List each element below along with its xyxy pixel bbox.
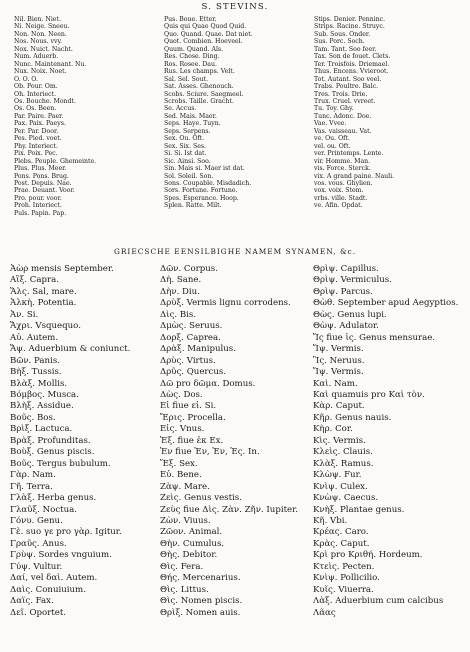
greek-entry: Θρὶψ. Parcus. <box>313 286 373 297</box>
greek-entry: Ἐν fiue Ἐν, Ἐν, Ἐς. In. <box>160 447 260 458</box>
greek-entry: Δρὰξ. Manipulus. <box>160 344 236 355</box>
word-entry: Tot. Autant. Soo veel. <box>314 75 382 83</box>
greek-entry: Κλὰξ. Ramus. <box>313 458 374 469</box>
word-entry: Sic. Ainsi. Soo. <box>164 157 211 165</box>
section-title: GRIECSCHE EENSILBIGHE NAMEM SYNAMEN, &c. <box>113 247 357 256</box>
greek-entry: Αὖ. Autem. <box>10 332 59 343</box>
word-entry: Spes. Esperance. Hoop. <box>164 194 239 202</box>
word-entry: Trabs. Poultre. Balc. <box>314 83 379 91</box>
word-entry: Per. Par. Door. <box>14 127 59 135</box>
greek-entry: Ἀλκὴ. Potentia. <box>10 298 77 309</box>
word-entry: Nil. Bien. Niet. <box>14 16 61 23</box>
word-entry: Oh. Interiect. <box>14 90 57 98</box>
word-entry: Tam. Tant. Soo feer. <box>314 45 377 53</box>
running-header: S. STEVINS. <box>201 2 269 12</box>
greek-entry: Εὖ. Bene. <box>160 470 202 481</box>
word-entry: Res. Chose. Ding. <box>164 53 220 61</box>
word-entry: Tax. Son de fouet. Clets. <box>314 53 391 61</box>
greek-entry: Κλεὶς. Clauis. <box>313 447 373 458</box>
word-entry: Splen. Ratte. Milt. <box>164 202 222 210</box>
word-entry: Sors. Fortune. Fortune. <box>164 187 238 195</box>
greek-entry: Δεῖ. Oportet. <box>10 607 67 618</box>
greek-entry: Λᾶας <box>313 607 336 618</box>
monosyllable-word-list <box>14 16 462 242</box>
word-column-2 <box>164 16 314 210</box>
word-entry: Pix. Poix. Pec. <box>14 150 58 158</box>
word-entry: vos. vous. Ghylien. <box>314 179 373 187</box>
greek-entry: Κρὶ pro Κριθή. Hordeum. <box>313 550 423 561</box>
word-entry: Nos. Nous. vvy. <box>14 38 63 46</box>
word-entry: Pro. pour. voor. <box>14 194 62 202</box>
greek-entry: Θὼς. Genus lupi. <box>313 309 387 320</box>
word-entry: Rus. Les champs. Velt. <box>164 68 235 76</box>
word-entry: Tres. Trois. Drie. <box>314 90 368 98</box>
greek-entry: Ἕξ. Sex. <box>160 458 198 469</box>
greek-entry: Κλὼψ. Fur. <box>313 470 362 481</box>
word-entry: Seps. Haye. Tuyn. <box>164 120 221 128</box>
greek-entry: Καὶ. Nam. <box>313 378 358 389</box>
greek-entry: Ζὰψ. Mare. <box>160 481 210 492</box>
greek-entry: Βοὺξ. Genus piscis. <box>10 447 95 458</box>
greek-entry: Κνὴξ. Plantae genus. <box>313 504 405 515</box>
greek-entry: Βοῦς. Bos. <box>10 412 56 423</box>
word-entry: Sex. Ou. Oft. <box>164 135 205 143</box>
greek-entry: Κνὶψ. Pollicilio. <box>313 573 380 584</box>
greek-entry: Γραῦς. Anus. <box>10 538 67 549</box>
greek-entry: Ἔρις. Procella. <box>160 412 226 423</box>
word-entry: Ni. Neige. Sneeu. <box>14 23 70 31</box>
word-entry: Strips. Racine. Struyc. <box>314 23 385 31</box>
greek-column-3 <box>313 264 465 619</box>
greek-entry: Κρέας. Caro. <box>313 527 369 538</box>
word-entry: Sin. Mais si. Maer ist dat. <box>164 165 245 173</box>
greek-entry: Ζεὺς fiue Δὶς. Ζὰν. Ζῆν. Iupiter. <box>160 504 299 515</box>
word-entry: Stips. Denier. Penninc. <box>314 16 386 23</box>
greek-entry: Γὲ. suo γε pro γὰρ. Igitur. <box>10 527 122 538</box>
greek-entry: Ἄψ. Aduerbium & coniunct. <box>10 344 131 355</box>
greek-entry: Δὼς. Dos. <box>160 389 203 400</box>
word-column-3 <box>314 16 462 210</box>
greek-entry: Δαί, vel δαὶ. Autem. <box>10 573 98 584</box>
greek-entry: Ἅλς. Sal, mare. <box>10 286 77 297</box>
greek-entry: Θὶς. Nomen piscis. <box>160 596 243 607</box>
word-entry: O. O. O. <box>14 75 38 83</box>
greek-entry: Κτεὶς. Pecten. <box>313 561 375 572</box>
greek-entry: Κνὼψ. Caecus. <box>313 493 379 504</box>
greek-entry: Εἰ fiue εἰ. Si. <box>160 401 217 412</box>
greek-entry: Δορξ. Caprea. <box>160 332 221 343</box>
greek-entry: Δμὼς. Seruus. <box>160 321 223 332</box>
word-entry: Sol. Soleil. Son. <box>164 172 214 180</box>
greek-entry: Γλαῦξ. Noctua. <box>10 504 77 515</box>
greek-entry: Θρὶψ. Vermiculus. <box>313 275 392 286</box>
greek-entry: Δρῦς. Quercus. <box>160 367 227 378</box>
greek-entry: Βόμβος. Musca. <box>10 389 79 400</box>
greek-entry: Ἴψ. Vermis. <box>313 367 364 378</box>
greek-entry: Ἄχρι. Vsquequo. <box>10 321 81 332</box>
greek-entry: Γύψ. Vultur. <box>10 561 63 572</box>
word-entry: vox. voix. Stem. <box>314 187 364 195</box>
word-entry: Seps. Serpens. <box>164 127 211 135</box>
greek-entry: Γλὰξ. Herba genus. <box>10 493 97 504</box>
greek-entry: Κῆρ. Genus nauis. <box>313 412 392 423</box>
word-entry: Pus. Boue. Etter. <box>164 16 217 23</box>
greek-entry: Δρὺς. Virtus. <box>160 355 216 366</box>
word-entry: Quo. Quand. Quae. Dat niet. <box>164 30 253 38</box>
greek-entry: Κὴρ. Cor. <box>313 424 353 435</box>
word-entry: Os. Bouche. Mondt. <box>14 97 76 105</box>
word-entry: Thus. Encens. Vvieroot. <box>314 68 389 76</box>
greek-entry: Καὶ quamuis pro Καὶ τὸν. <box>313 389 425 400</box>
word-entry: Plus. Plus. Meer. <box>14 165 67 173</box>
greek-entry: Κνὶψ. Culex. <box>313 481 368 492</box>
greek-entry: Βοῦς. Tergus bubulum. <box>10 458 111 469</box>
word-entry: Scrobs. Taille. Gracht. <box>164 97 234 105</box>
word-entry: Pax. Paix. Paeys. <box>14 120 66 128</box>
greek-entry: Ἐξ. fiue ἐκ Ex. <box>160 435 224 446</box>
word-entry: ver. Printemps. Lente. <box>314 150 384 158</box>
greek-entry: Βὴξ. Tussis. <box>10 367 62 378</box>
greek-entry: Αἲξ. Capra. <box>10 275 59 286</box>
greek-entry: Θὴν. Cumulus. <box>160 538 225 549</box>
greek-entry: Θρὶξ. Nomen auis. <box>160 607 241 618</box>
word-entry: Si. Si. Ist dat. <box>164 150 207 158</box>
word-entry: Ter. Troisfois. Driemael. <box>314 60 390 68</box>
word-entry: Num. Aduerb. <box>14 53 59 61</box>
greek-entry: Θὼθ. September apud Aegyptios. <box>313 298 459 309</box>
word-entry: Sal. Sel. Sout. <box>164 75 209 83</box>
greek-entry: Θής. Mercenarius. <box>160 573 241 584</box>
word-entry: Tunc. Adonc. Doe. <box>314 112 372 120</box>
greek-entry: Θὶς. Fera. <box>160 561 204 572</box>
word-entry: Sons. Coupable. Misdadich. <box>164 179 252 187</box>
greek-entry: Βλὰξ. Mollis. <box>10 378 68 389</box>
word-column-1 <box>14 16 164 217</box>
word-entry: Quot. Combien. Hoeveel. <box>164 38 243 46</box>
greek-entry: Γὰρ. Nam. <box>10 470 56 481</box>
word-entry: Ros. Rosee. Dau. <box>164 60 217 68</box>
greek-entry: Γόνυ. Genu. <box>10 515 63 526</box>
greek-entry: Ἲς. Neruus. <box>313 355 365 366</box>
greek-column-2 <box>160 264 310 619</box>
greek-entry: Δαΐς. Fax. <box>10 596 54 607</box>
greek-entry: Δὴ. Sane. <box>160 275 202 286</box>
word-entry: Quum. Quand. Als. <box>164 45 224 53</box>
greek-entry: Δῶ pro δῶμα. Domus. <box>160 378 256 389</box>
word-entry: vir. Homme. Man. <box>314 157 371 165</box>
word-entry: Pes. Pied. voet. <box>14 135 62 143</box>
word-entry: Sub. Sous. Onder. <box>314 30 371 38</box>
greek-entry: Βῶν. Panis. <box>10 355 60 366</box>
greek-entry: Ζεὶς. Genus vestis. <box>160 493 242 504</box>
word-entry: Scobs. Sciure. Saegmeel. <box>164 90 244 98</box>
word-entry: Phy. Interiect. <box>14 142 58 150</box>
greek-entry: Ζῶον. Animal. <box>160 527 223 538</box>
greek-entry: Θὼψ. Adulator. <box>313 321 379 332</box>
word-entry: Puls. Papin. Pap. <box>14 209 67 217</box>
greek-word-list <box>10 264 465 648</box>
greek-entry: Γῆ. Terra. <box>10 481 53 492</box>
greek-entry: Ζὼν. Viuus. <box>160 515 211 526</box>
greek-entry: Ἀν. Si. <box>10 309 39 320</box>
word-entry: Sat. Asses. Ghenouch. <box>164 83 234 91</box>
word-entry: vrbs. ville. Stadt. <box>314 194 368 202</box>
greek-entry: Λὰξ. Aduerbium cum calcibus <box>313 596 444 607</box>
word-entry: Par. Paire. Paer. <box>14 112 64 120</box>
greek-entry: Κὶς. Vermis. <box>313 435 366 446</box>
word-entry: vis. Force. Sterck. <box>314 165 371 173</box>
greek-entry: Κῆ. Vbi. <box>313 515 348 526</box>
word-entry: Sed. Mais. Maer. <box>164 112 217 120</box>
greek-entry: Θὴς. Debitor. <box>160 550 218 561</box>
greek-column-1 <box>10 264 160 619</box>
greek-entry: Βρὰξ. Profunditas. <box>10 435 91 446</box>
greek-entry: Κὰρ. Caput. <box>313 401 365 412</box>
word-entry: Vae. Vvee. <box>314 120 347 128</box>
greek-entry: Ἴς fiue ἶς. Genus mensurae. <box>313 332 436 343</box>
greek-entry: Βλὴξ. Assidue. <box>10 401 74 412</box>
word-entry: Sus. Porc. Soch. <box>314 38 365 46</box>
word-entry: ve. Ou. Oft. <box>314 135 350 143</box>
greek-entry: Κρὰς. Caput. <box>313 538 370 549</box>
greek-entry: Ἀὼρ mensis September. <box>10 264 114 274</box>
word-entry: Pons. Pons. Brug. <box>14 172 69 180</box>
greek-entry: Κυῖς. Viuerra. <box>313 584 374 595</box>
greek-entry: Θὶς. Littus. <box>160 584 209 595</box>
word-entry: vix. A grand paine. Nauli. <box>314 172 395 180</box>
word-entry: Nux. Noix. Noet. <box>14 68 67 76</box>
word-entry: Vas. vaisseau. Vat. <box>314 127 372 135</box>
greek-entry: Δρὺξ. Vermis lignu corrodens. <box>160 298 291 309</box>
word-entry: Tu. Toy. Ghy. <box>314 105 354 113</box>
greek-entry: Εἷς. Vnus. <box>160 424 205 435</box>
word-entry: Prae. Deuant. Voor. <box>14 187 75 195</box>
word-entry: Trux. Cruel. vvreet. <box>314 97 376 105</box>
word-entry: Non. Non. Neen. <box>14 30 67 38</box>
word-entry: Plebs. Peuple. Ghemeinte. <box>14 157 97 165</box>
greek-entry: Δαὶς. Conuiuium. <box>10 584 86 595</box>
word-entry: vel. ou. Oft. <box>314 142 351 150</box>
greek-entry: Βρὶξ. Lactuca. <box>10 424 73 435</box>
greek-entry: Δῶν. Corpus. <box>160 264 218 274</box>
word-entry: Post. Depuis. Nae. <box>14 179 72 187</box>
word-entry: Proh. Interiect. <box>14 202 62 210</box>
word-entry: Se. Accus. <box>164 105 197 113</box>
word-entry: Os. Os. Been. <box>14 105 57 113</box>
greek-entry: Ἴψ. Vermis. <box>313 344 364 355</box>
greek-entry: Δὶς. Bis. <box>160 309 197 320</box>
word-entry: Quis qui Quae Quod Quid. <box>164 23 247 31</box>
word-entry: Nox. Nuict. Nacht. <box>14 45 73 53</box>
greek-entry: Δὴν. Diu. <box>160 286 200 297</box>
word-entry: Ob. Pour. Om. <box>14 83 58 91</box>
greek-entry: Θρὶψ. Capillus. <box>313 264 379 274</box>
word-entry: ve. Afin. Opdat. <box>314 202 363 210</box>
word-entry: Sex. Six. Ses. <box>164 142 207 150</box>
word-entry: Nunc. Maintenant. Nu. <box>14 60 87 68</box>
greek-entry: Γρὺψ. Sordes vnguium. <box>10 550 112 561</box>
